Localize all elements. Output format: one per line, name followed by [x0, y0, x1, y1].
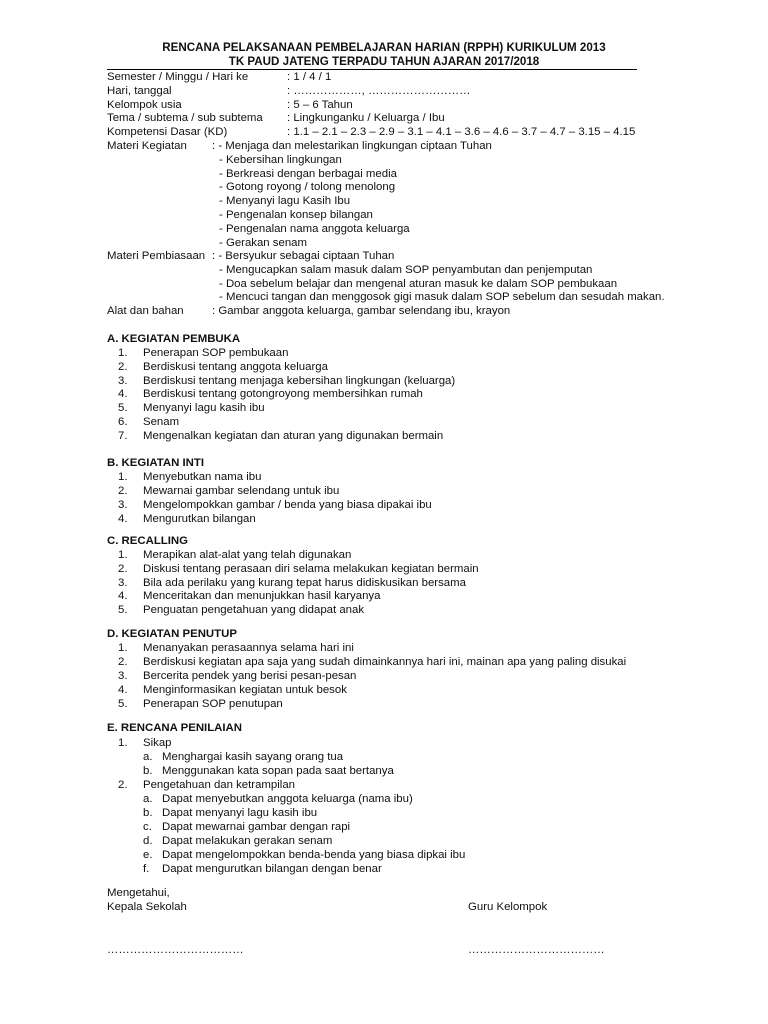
info-label-kd: Kompetensi Dasar (KD) [107, 126, 228, 138]
list-item: Penguatan pengetahuan yang didapat anak [143, 604, 365, 616]
list-number: 5. [118, 402, 128, 414]
materi-kegiatan-item: - Pengenalan nama anggota keluarga [219, 223, 410, 235]
list-item: Menyanyi lagu kasih ibu [143, 402, 265, 414]
materi-pembiasaan-item: - Mencuci tangan dan menggosok gigi masuk dalam SOP sebelum dan sesudah makan. [219, 291, 665, 303]
list-item: Menggunakan kata sopan pada saat bertanya [162, 765, 394, 777]
list-item: Menghargai kasih sayang orang tua [162, 751, 344, 763]
list-number: 3. [118, 499, 128, 511]
list-item: Berdiskusi tentang gotongroyong membersihkan rumah [143, 388, 423, 400]
materi-kegiatan-label: Materi Kegiatan [107, 140, 187, 152]
list-item: Merapikan alat-alat yang telah digunakan [143, 549, 352, 561]
list-item: Dapat mengelompokkan benda-benda yang biasa dipkai ibu [162, 849, 466, 861]
list-item: Senam [143, 416, 180, 428]
list-item: Penerapan SOP penutupan [143, 698, 283, 710]
list-item: Dapat mengurutkan bilangan dengan benar [162, 863, 382, 875]
list-item: Menanyakan perasaannya selama hari ini [143, 642, 354, 654]
list-number: 3. [118, 577, 128, 589]
list-number: 1. [118, 737, 128, 749]
list-number: 2. [118, 563, 128, 575]
materi-kegiatan-item: - Berkreasi dengan berbagai media [219, 168, 397, 180]
list-number: 1. [118, 549, 128, 561]
list-letter: b. [143, 807, 153, 819]
list-number: 3. [118, 670, 128, 682]
list-item: Bercerita pendek yang berisi pesan-pesan [143, 670, 357, 682]
list-item: Berdiskusi tentang anggota keluarga [143, 361, 328, 373]
list-item: Mengurutkan bilangan [143, 513, 256, 525]
list-item: Penerapan SOP pembukaan [143, 347, 289, 359]
info-value-kd: : 1.1 – 2.1 – 2.3 – 2.9 – 3.1 – 4.1 – 3.6 – 4.6 – 3.7 – 4.7 – 3.15 – 4.15 [287, 126, 636, 138]
signature-guru-kelompok: Guru Kelompok [468, 901, 548, 913]
list-number: 1. [118, 471, 128, 483]
list-number: 4. [118, 684, 128, 696]
list-item: Dapat mewarnai gambar dengan rapi [162, 821, 351, 833]
list-number: 1. [118, 347, 128, 359]
list-number: 6. [118, 416, 128, 428]
list-item: Menyebutkan nama ibu [143, 471, 262, 483]
list-item: Berdiskusi tentang menjaga kebersihan lingkungan (keluarga) [143, 375, 456, 387]
list-letter: d. [143, 835, 153, 847]
info-label-semester: Semester / Minggu / Hari ke [107, 71, 249, 83]
list-letter: b. [143, 765, 153, 777]
section-heading-pembuka: A. KEGIATAN PEMBUKA [107, 333, 241, 345]
list-letter: e. [143, 849, 153, 861]
list-number: 1. [118, 642, 128, 654]
list-number: 2. [118, 779, 128, 791]
section-heading-inti: B. KEGIATAN INTI [107, 457, 205, 469]
signature-mengetahui: Mengetahui, [107, 887, 170, 899]
list-item: Berdiskusi kegiatan apa saja yang sudah dimainkannya hari ini, mainan apa yang paling disukai [143, 656, 627, 668]
info-value-usia: : 5 – 6 Tahun [287, 99, 353, 111]
materi-kegiatan-item: : - Menjaga dan melestarikan lingkungan ciptaan Tuhan [212, 140, 492, 152]
materi-kegiatan-item: - Gerakan senam [219, 237, 307, 249]
list-number: 4. [118, 513, 128, 525]
materi-pembiasaan-item: - Mengucapkan salam masuk dalam SOP penyambutan dan penjemputan [219, 264, 593, 276]
list-item: Dapat menyebutkan anggota keluarga (nama ibu) [162, 793, 413, 805]
list-item: Mengelompokkan gambar / benda yang biasa dipakai ibu [143, 499, 432, 511]
list-item: Diskusi tentang perasaan diri selama melakukan kegiatan bermain [143, 563, 479, 575]
group-label-pengetahuan: Pengetahuan dan ketrampilan [143, 779, 295, 791]
info-value-tanggal: : ………………, ……………………… [287, 85, 471, 97]
list-letter: c. [143, 821, 152, 833]
list-number: 2. [118, 485, 128, 497]
info-value-tema: : Lingkunganku / Keluarga / Ibu [287, 112, 445, 124]
materi-kegiatan-item: - Menyanyi lagu Kasih Ibu [219, 195, 351, 207]
list-item: Mewarnai gambar selendang untuk ibu [143, 485, 340, 497]
document-subtitle: TK PAUD JATENG TERPADU TAHUN AJARAN 2017/2018 [228, 55, 540, 68]
list-number: 5. [118, 604, 128, 616]
signature-line-left: ……………………………… [107, 944, 244, 956]
info-label-usia: Kelompok usia [107, 99, 182, 111]
document-title: RENCANA PELAKSANAAN PEMBELAJARAN HARIAN (RPPH) KURIKULUM 2013 [162, 41, 606, 54]
section-heading-penilaian: E. RENCANA PENILAIAN [107, 722, 243, 734]
info-label-tema: Tema / subtema / sub subtema [107, 112, 263, 124]
list-item: Menceritakan dan menunjukkan hasil karyanya [143, 590, 381, 602]
signature-kepala-sekolah: Kepala Sekolah [107, 901, 187, 913]
materi-kegiatan-item: - Gotong royong / tolong menolong [219, 181, 396, 193]
list-item: Menginformasikan kegiatan untuk besok [143, 684, 347, 696]
list-number: 7. [118, 430, 128, 442]
materi-pembiasaan-item: - Doa sebelum belajar dan mengenal aturan masuk ke dalam SOP pembukaan [219, 278, 618, 290]
alat-bahan-label: Alat dan bahan [107, 305, 184, 317]
title-divider [107, 69, 637, 70]
list-number: 3. [118, 375, 128, 387]
list-number: 4. [118, 590, 128, 602]
list-item: Bila ada perilaku yang kurang tepat harus didiskusikan bersama [143, 577, 466, 589]
list-item: Mengenalkan kegiatan dan aturan yang digunakan bermain [143, 430, 444, 442]
list-number: 2. [118, 656, 128, 668]
list-letter: a. [143, 793, 153, 805]
list-item: Dapat melakukan gerakan senam [162, 835, 333, 847]
signature-line-right: ……………………………… [468, 944, 605, 956]
group-label-sikap: Sikap [143, 737, 172, 749]
list-letter: f. [143, 863, 150, 875]
section-heading-penutup: D. KEGIATAN PENUTUP [107, 628, 237, 640]
materi-pembiasaan-label: Materi Pembiasaan [107, 250, 206, 262]
list-letter: a. [143, 751, 153, 763]
list-number: 2. [118, 361, 128, 373]
materi-pembiasaan-item: : - Bersyukur sebagai ciptaan Tuhan [212, 250, 395, 262]
list-number: 4. [118, 388, 128, 400]
materi-kegiatan-item: - Pengenalan konsep bilangan [219, 209, 373, 221]
list-item: Dapat menyanyi lagu kasih ibu [162, 807, 318, 819]
info-value-semester: : 1 / 4 / 1 [287, 71, 332, 83]
info-label-tanggal: Hari, tanggal [107, 85, 172, 97]
materi-kegiatan-item: - Kebersihan lingkungan [219, 154, 342, 166]
alat-bahan-value: : Gambar anggota keluarga, gambar selendang ibu, krayon [212, 305, 511, 317]
list-number: 5. [118, 698, 128, 710]
section-heading-recalling: C. RECALLING [107, 535, 188, 547]
